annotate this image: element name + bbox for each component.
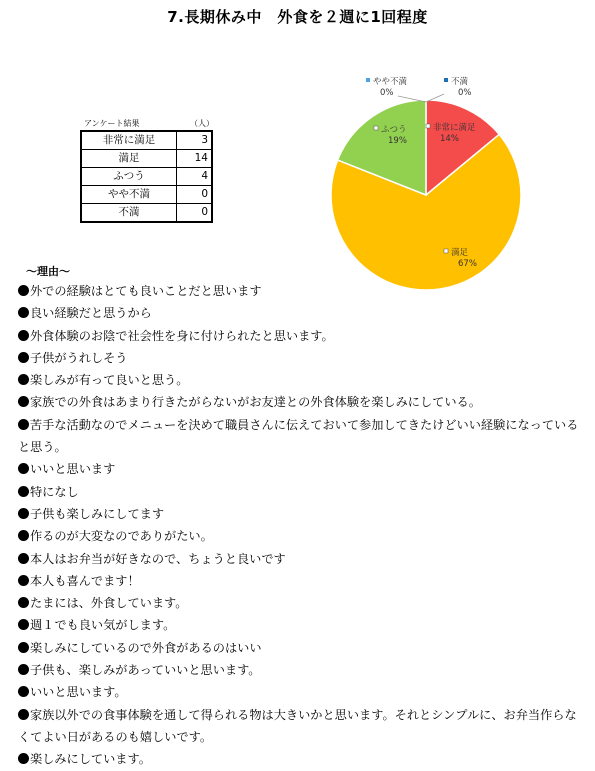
pie-label — [366, 76, 408, 98]
bullet-icon — [18, 753, 29, 764]
pie-category-label: やや不満 — [373, 77, 408, 87]
reason-text: 家族での外食はあまり行きたがらないがお友達との外食体験を楽しみにしている。 — [30, 395, 481, 410]
reason-text: 苦手な活動なのでメニューを決めて職員さんに伝えておいて参加してきたけどいい経験になっていると思う。 — [18, 417, 579, 455]
reason-text: 子供がうれしそう — [30, 350, 128, 365]
reason-text: 特になし — [30, 484, 79, 499]
reason-item — [18, 681, 588, 703]
bullet-icon — [18, 575, 29, 586]
pie-chart-svg — [326, 70, 536, 300]
survey-caption-label: アンケート結果 — [84, 119, 140, 128]
table-cell-count: 0 — [177, 204, 213, 223]
reason-item — [18, 570, 588, 592]
table-row — [81, 150, 212, 168]
bullet-icon — [18, 352, 29, 363]
bullet-icon — [18, 374, 29, 385]
table-cell-count: 3 — [177, 131, 213, 150]
reason-text: 外食体験のお陰で社会性を身に付けられたと思います。 — [30, 328, 334, 343]
reason-item — [18, 637, 588, 659]
bullet-icon — [18, 709, 29, 720]
bullet-icon — [18, 664, 29, 675]
table-row — [81, 168, 212, 186]
table-cell-category: 非常に満足 — [81, 131, 177, 150]
bullet-icon — [18, 285, 29, 296]
reason-text: 作るのが大変なのでありがたい。 — [30, 529, 213, 544]
bullet-icon — [18, 686, 29, 697]
reason-item — [18, 414, 588, 459]
reason-item — [18, 548, 588, 570]
reason-item — [18, 525, 588, 547]
reason-text: 週１でも良い気がします。 — [30, 618, 176, 633]
table-cell-category: ふつう — [81, 168, 177, 186]
bullet-icon — [18, 642, 29, 653]
bullet-icon — [18, 486, 29, 497]
bullet-icon — [18, 307, 29, 318]
reason-text: 本人も喜んでます！ — [30, 573, 140, 588]
legend-marker-icon — [366, 78, 370, 82]
reasons-list — [18, 280, 588, 771]
bullet-icon — [18, 463, 29, 474]
reason-text: いいと思います。 — [30, 685, 127, 700]
table-cell-count: 0 — [177, 186, 213, 204]
bullet-icon — [18, 508, 29, 519]
pie-category-label: ふつう — [381, 125, 407, 135]
reason-text: 本人はお弁当が好きなので、ちょうと良いです — [30, 551, 286, 566]
reason-text: 楽しみにしているので外食があるのはいい — [30, 640, 262, 655]
reason-item — [18, 347, 588, 369]
bullet-icon — [18, 619, 29, 630]
bullet-icon — [18, 597, 29, 608]
pie-percent-label: 0% — [458, 88, 472, 98]
reason-text: 子供も、楽しみがあっていいと思います。 — [30, 663, 261, 678]
survey-table — [80, 130, 213, 223]
table-cell-count: 4 — [177, 168, 213, 186]
pie-chart — [326, 70, 536, 300]
reason-text: 外での経験はとても良いことだと思います — [30, 284, 262, 298]
table-row — [81, 131, 212, 150]
reason-item — [18, 704, 588, 749]
pie-percent-label: 19% — [388, 136, 407, 146]
reason-item — [18, 592, 588, 614]
reason-item — [18, 280, 588, 302]
reason-text: 楽しみにしています。 — [30, 752, 151, 767]
pie-percent-label: 0% — [380, 88, 394, 98]
reason-text: いいと思います — [30, 462, 116, 477]
survey-unit-label: （人） — [190, 119, 214, 128]
bullet-icon — [18, 396, 29, 407]
pie-category-label: 不満 — [451, 77, 469, 87]
reasons-heading: ～理由～ — [26, 265, 70, 278]
table-row — [81, 204, 212, 223]
reason-item — [18, 391, 588, 413]
reason-item — [18, 748, 588, 770]
pie-percent-label: 67% — [458, 259, 477, 269]
pie-percent-label: 14% — [440, 134, 459, 144]
reason-item — [18, 325, 588, 347]
page-title: 7.長期休み中 外食を２週に1回程度 — [167, 8, 428, 26]
reason-text: 子供も楽しみにしてます — [30, 506, 165, 521]
reason-text: たまには、外食しています。 — [30, 596, 188, 611]
table-row — [81, 186, 212, 204]
reason-item — [18, 369, 588, 391]
bullet-icon — [18, 530, 29, 541]
reason-item — [18, 481, 588, 503]
bullet-icon — [18, 553, 29, 564]
table-cell-category: やや不満 — [81, 186, 177, 204]
pie-category-label: 非常に満足 — [433, 123, 476, 133]
reason-item — [18, 503, 588, 525]
legend-marker-icon — [444, 249, 448, 253]
survey-caption — [84, 118, 214, 129]
reason-item — [18, 614, 588, 636]
bullet-icon — [18, 419, 29, 430]
legend-marker-icon — [444, 78, 448, 82]
legend-marker-icon — [374, 126, 378, 130]
reason-text: 楽しみが有って良いと思う。 — [30, 373, 189, 388]
table-cell-category: 不満 — [81, 204, 177, 223]
reason-item — [18, 659, 588, 681]
reason-item — [18, 458, 588, 480]
table-cell-category: 満足 — [81, 150, 177, 168]
legend-marker-icon — [426, 124, 430, 128]
reason-item — [18, 302, 588, 324]
pie-label — [444, 76, 472, 98]
table-cell-count: 14 — [177, 150, 213, 168]
reason-text: 家族以外での食事体験を通して得られる物は大きいかと思います。それとシンプルに、お弁当作らなくてよい日があるのも嬉しいです。 — [18, 707, 577, 744]
reason-text: 良い経験だと思うから — [30, 306, 152, 321]
pie-category-label: 満足 — [451, 248, 469, 258]
bullet-icon — [18, 330, 29, 341]
